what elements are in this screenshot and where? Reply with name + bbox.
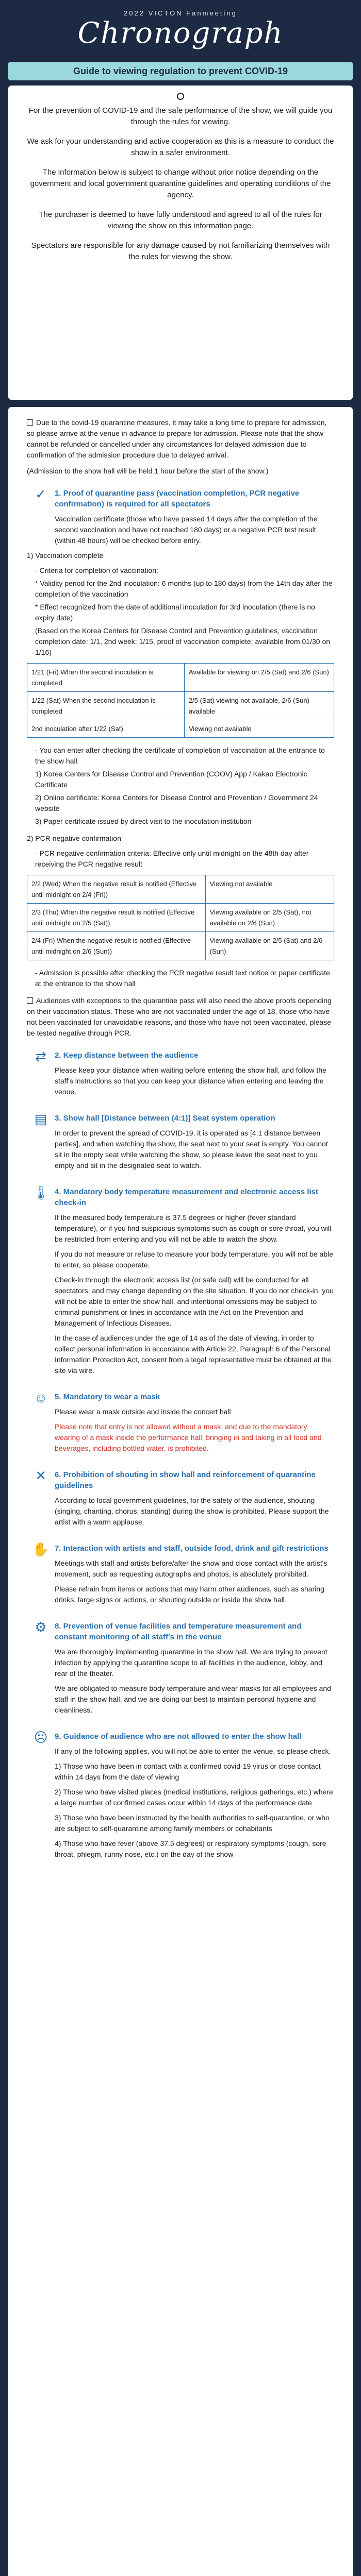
section-proof-of-pass: [27, 488, 334, 550]
section-item: If you do not measure or refuse to measure your body temperature, you will not be able to enter, so please cooperate.: [55, 1250, 334, 1269]
criteria-text: (Based on the Korea Centers for Disease Control and Prevention guidelines, vaccination completion date: 1/1, 2nd week: 1/15, proof of vaccination complete: available from 01/30 on 1/16): [35, 626, 331, 656]
section-item: Please wear a mask outside and inside the concert hall: [55, 1408, 231, 1416]
arrival-note: Due to the covid-19 quarantine measures, it may take a long time to prepare for admission, so please arrive at the venue in advance to prepare for admission. Please note that the show cannot be refunded or cancelled under any circumstances for delayed admission due to confirmation of the admission procedure due to delayed arrival.: [27, 418, 327, 459]
admission-time-note: (Admission to the show hall will be held 1 hour before the start of the show.): [27, 467, 269, 475]
section-item: 2) Those who have visited places (medical institutions, religious gatherings, etc.) where a large number of confirmed cases occur within 14 days of the performance date: [55, 1788, 333, 1807]
intro-card: [8, 86, 353, 400]
section-title: 6. Prohibition of shouting in show hall and reinforcement of quarantine guidelines: [55, 1470, 316, 1490]
hand-icon: ✋: [32, 1541, 50, 1557]
section-item: Please note that entry is not allowed without a mask, and due to the mandatory wearing of a mask inside the performance hall, bringing in and taking in all food and beverages, including bottled water, is prohibited.: [55, 1422, 322, 1452]
section-title: 2. Keep distance between the audience: [55, 1051, 199, 1060]
criteria-text: - Admission is possible after checking the PCR negative result text notice or paper certificate at the entrance to the show hall: [35, 969, 330, 988]
section-item: Please keep your distance when waiting before entering the show hall, and follow the staff's instructions so that you can keep your distance when entering and leaving the venue.: [55, 1066, 326, 1096]
section-item: 1) Those who have been in contact with a confirmed covid-19 virus or close contact within 14 days from the date of viewing: [55, 1762, 321, 1781]
section-3: [27, 1113, 334, 1175]
section-5: [27, 1392, 334, 1458]
section-title: 3. Show hall [Distance between (4:1)] Seat system operation: [55, 1114, 275, 1123]
criteria-text: 2) Online certificate: Korea Centers for Disease Control and Prevention / Government 24 website: [35, 793, 318, 812]
section-item: Check-in through the electronic access list (or safe call) will be conducted for all spectators, and may change depending on the site situation. If you do not check-in, you will not be able to enter the show hall, and intentional omissions may be subject to criminal punishment or fines in accordance with the Act on the Prevention and Management of Infectious Diseases.: [55, 1276, 334, 1327]
guide-title-banner: Guide to viewing regulation to prevent COVID-19: [8, 62, 353, 80]
section-item: Please refrain from items or actions that may harm other audiences, such as sharing drinks, large signs or actions, or shouting outside or inside the show hall.: [55, 1585, 324, 1604]
mask-icon: ☺: [34, 1390, 48, 1405]
section-title: 9. Guidance of audience who are not allowed to enter the show hall: [55, 1732, 302, 1741]
table-row: 2/2 (Wed) When the negative result is notified (Effective until midnight on 2/4 (Fri)) Viewing not available: [27, 875, 334, 904]
event-logo: Chronograph: [77, 16, 284, 50]
document-icon: ✓: [35, 486, 46, 502]
intro-paragraph: The information below is subject to change without prior notice depending on the government and local government quarantine guidelines and operating conditions of the agency.: [30, 168, 331, 199]
section-item: If any of the following applies, you will not be able to enter the venue, so please check.: [55, 1747, 331, 1755]
criteria-text: - You can enter after checking the certificate of completion of vaccination at the entrance to the show hall: [35, 746, 325, 765]
section-title: 1. Proof of quarantine pass (vaccination completion, PCR negative confirmation) is required for all spectators: [55, 489, 300, 509]
section-item: 3) Those who have been instructed by the health authorities to self-quarantine, or who are subject to self-quarantine among family members or cohabitants: [55, 1814, 330, 1833]
seat-icon: ▤: [34, 1111, 47, 1127]
intro-paragraph: The purchaser is deemed to have fully understood and agreed to all of the rules for viewing the show on this information page.: [39, 210, 322, 230]
no-shouting-icon: ✕: [35, 1468, 46, 1483]
subheading: 1) Vaccination complete: [27, 551, 104, 560]
checkbox-icon: [27, 997, 33, 1004]
intro-paragraph: Spectators are responsible for any damage caused by not familiarizing themselves with the rules for viewing the show.: [31, 241, 330, 261]
subheading: 2) PCR negative confirmation: [27, 834, 121, 842]
sad-face-icon: ☹: [34, 1730, 48, 1745]
section-title: 8. Prevention of venue facilities and temperature measurement and constant monitoring of all staff's in the venue: [55, 1622, 302, 1641]
section-item: We are obligated to measure body temperature and wear masks for all employees and staff in the show hall, and we are doing our best to maintain personal hygiene and cleanliness.: [55, 1684, 331, 1714]
table-row: 2/4 (Fri) When the negative result is notified (Effective until midnight on 2/6 (Sun)) Viewing available on 2/5 (Sat) and 2/6 (Sun): [27, 932, 334, 960]
thermometer-icon: 🌡: [32, 1185, 50, 1200]
table-row: 1/21 (Fri) When the second inoculation is completed Available for viewing on 2/5 (Sat) and 2/6 (Sun): [27, 664, 334, 692]
table-row: 1/22 (Sat) When the second inoculation is completed 2/5 (Sat) viewing not available, 2/6 (Sun) available: [27, 692, 334, 720]
section-9: [27, 1731, 334, 1864]
section-8: [27, 1621, 334, 1720]
pcr-table: [27, 875, 334, 960]
table-row: 2nd inoculation after 1/22 (Sat) Viewing not available: [27, 720, 334, 738]
intro-paragraph: For the prevention of COVID-19 and the safe performance of the show, we will guide you through the rules for viewing.: [28, 106, 333, 126]
checkbox-icon: [27, 419, 33, 426]
section-6: [27, 1469, 334, 1532]
section-2: [27, 1050, 334, 1101]
section-item: In order to prevent the spread of COVID-19, it is operated as [4:1 distance between parties], and when watching the show, the seat next to your seat is empty. You cannot sit in the empty seat while watching the show, so please leave the seat next to you empty and sit in the designated seat to watch.: [55, 1129, 328, 1170]
section-item: Meetings with staff and artists before/after the show and close contact with the artist's movement, such as requesting autographs and photos, is absolutely prohibited.: [55, 1559, 327, 1578]
section-title: 5. Mandatory to wear a mask: [55, 1393, 160, 1401]
gear-icon: ⚙: [35, 1619, 47, 1635]
rules-card: [8, 407, 353, 2576]
criteria-text: * Effect recognized from the date of additional inoculation for 3rd inoculation (there is no expiry date): [35, 603, 315, 622]
event-supertitle: 2022 VICTON Fanmeeting: [124, 9, 237, 17]
section-7: [27, 1543, 334, 1609]
section-4: [27, 1187, 334, 1380]
criteria-text: * Validity period for the 2nd inoculation: 6 months (up to 180 days) from the 14th day after the completion of the vaccination: [35, 579, 333, 598]
distance-icon: ⇄: [35, 1048, 46, 1064]
criteria-text: - Criteria for completion of vaccination:: [35, 566, 158, 574]
section-item: Vaccination certificate (those who have passed 14 days after the completion of the second vaccination and have not reached 180 days) or a negative PCR test result (within 48 hours) will be checked before entry.: [55, 515, 318, 545]
rule-sections: [27, 1050, 334, 1864]
vaccination-table: [27, 663, 334, 738]
section-item: 4) Those who have fever (above 37.5 degrees) or respiratory symptoms (cough, sore throat, phlegm, runny nose, etc.) on the day of the show: [55, 1839, 326, 1858]
section-item: If the measured body temperature is 37.5 degrees or higher (fever standard temperature), or if you find suspicious symptoms such as cough or sore throat, you will be restricted from entering and you will not be able to watch the show.: [55, 1213, 332, 1243]
intro-paragraph: We ask for your understanding and active cooperation as this is a measure to conduct the show in a safer environment.: [27, 137, 334, 157]
section-item: In the case of audiences under the age of 14 as of the date of viewing, in order to collect personal information in accordance with Article 22, Paragraph 6 of the Personal Information Protection Act, consent from a legal representative must be obtained at the site via wire.: [55, 1334, 332, 1375]
section-title: 4. Mandatory body temperature measurement and electronic access list check-in: [55, 1188, 319, 1207]
criteria-text: 3) Paper certificate issued by direct visit to the inoculation institution: [35, 817, 252, 825]
table-row: 2/3 (Thu) When the negative result is notified (Effective until midnight on 2/5 (Sat)) Viewing available on 2/5 (Sat), not available on 2/6 (Sun): [27, 904, 334, 932]
exception-note: Audiences with exceptions to the quarantine pass will also need the above proofs depending on their vaccination status. Those who are not vaccinated under the age of 18, those who have not been vaccinated for unavoidable reasons, and those who have not been vaccinated, please be tested negative through PCR.: [27, 996, 332, 1037]
section-item: We are thoroughly implementing quarantine in the show hall. We are trying to prevent infection by applying the quarantine scope to all facilities in the audience, lobby, and rear of the theater.: [55, 1648, 327, 1677]
criteria-text: - PCR negative confirmation criteria: Effective only until midnight on the 48th day after receiving the PCR negative result: [35, 849, 309, 868]
criteria-text: 1) Korea Centers for Disease Control and Prevention (COOV) App / Kakao Electronic Certificate: [35, 770, 307, 789]
intro-dot-icon: [177, 93, 184, 100]
header: [0, 0, 361, 62]
section-title: 7. Interaction with artists and staff, outside food, drink and gift restrictions: [55, 1544, 329, 1553]
section-item: According to local government guidelines, for the safety of the audience, shouting (singing, chanting, chorus, standing) during the show is prohibited. Please support the artist with a warm applause.: [55, 1496, 329, 1526]
